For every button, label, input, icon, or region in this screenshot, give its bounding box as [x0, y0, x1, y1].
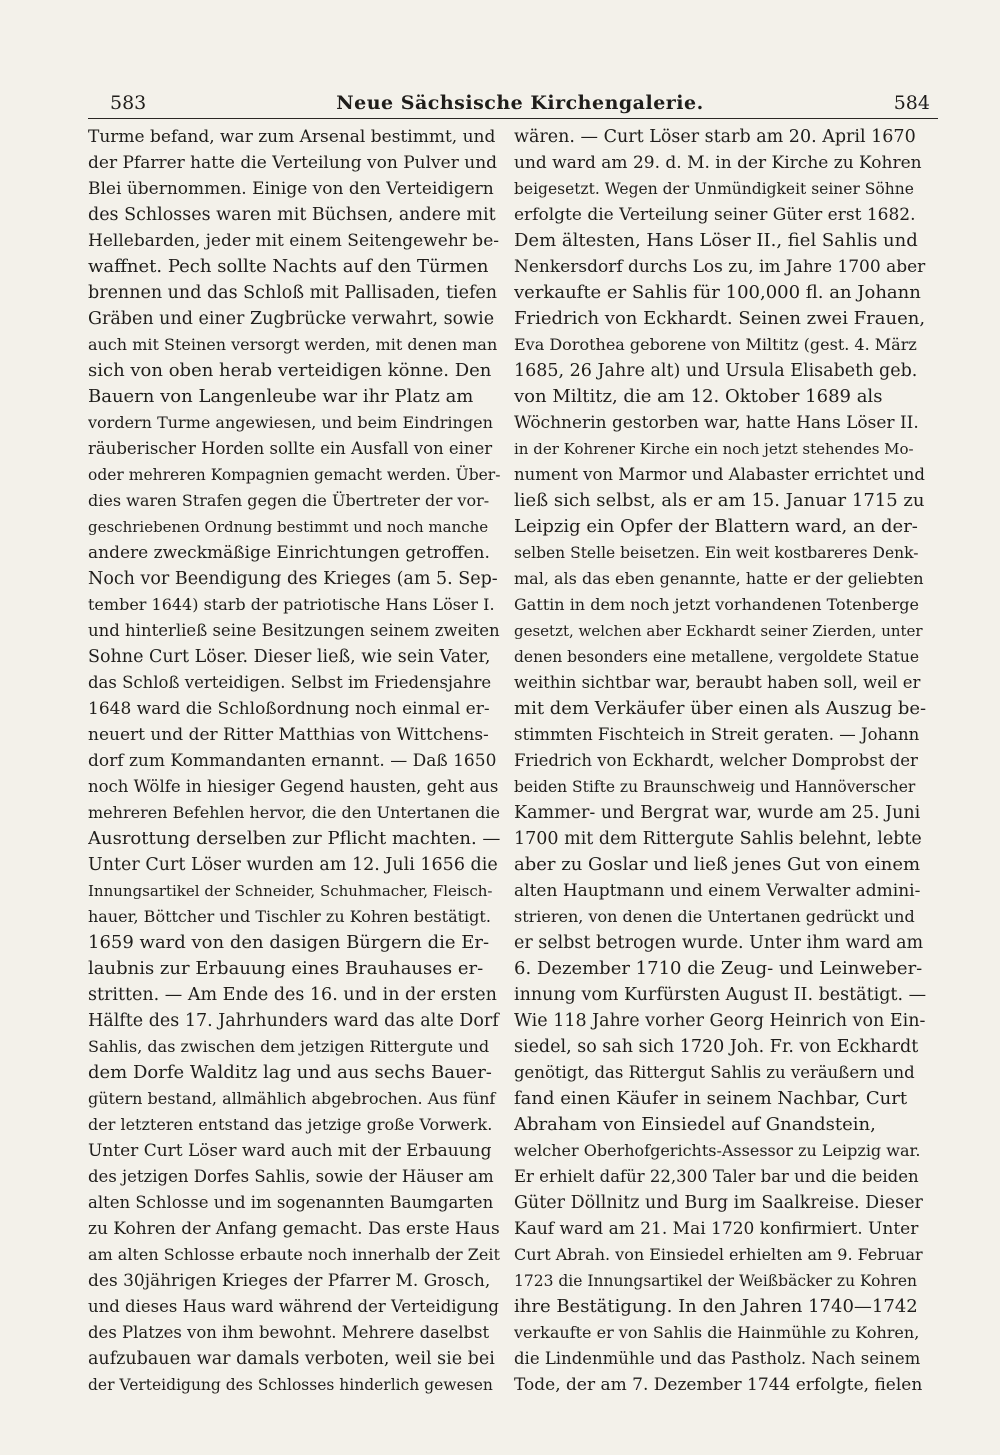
text-line: der letzteren entstand das jetzige große Vorwerk.: [88, 1115, 493, 1134]
text-line: neuert und der Ritter Matthias von Wittchens-: [88, 725, 489, 745]
text-line: zu Kohren der Anfang gemacht. Das erste Haus: [88, 1219, 500, 1239]
text-line: des Schlosses waren mit Büchsen, andere mit: [88, 205, 496, 225]
left-column: [88, 124, 500, 1398]
text-line: genötigt, das Rittergut Sahlis zu veräußern und: [514, 1063, 915, 1082]
text-line: aber zu Goslar und ließ jenes Gut von einem: [514, 854, 921, 875]
text-line: und dieses Haus ward während der Verteidigung: [88, 1297, 499, 1316]
text-line: fand einen Käufer in seinem Nachbar, Curt: [514, 1088, 908, 1109]
text-line: ließ sich selbst, als er am 15. Januar 1715 zu: [514, 490, 925, 511]
text-line: aufzubauen war damals verboten, weil sie bei: [88, 1349, 495, 1369]
text-line: Hälfte des 17. Jahrhunders ward das alte Dorf: [88, 1011, 499, 1031]
text-line: Sohne Curt Löser. Dieser ließ, wie sein Vater,: [88, 647, 491, 667]
text-line: auch mit Steinen versorgt werden, mit denen man: [88, 335, 498, 354]
text-line: Unter Curt Löser wurden am 12. Juli 1656 die: [88, 855, 498, 875]
text-line: Abraham von Einsiedel auf Gnandstein,: [514, 1114, 876, 1135]
text-line: mal, als das eben genannte, hatte er der geliebten: [514, 569, 924, 588]
text-line: Leipzig ein Opfer der Blattern ward, an der-: [514, 516, 918, 537]
text-line: Er erhielt dafür 22,300 Taler bar und die beiden: [514, 1167, 919, 1186]
text-line: Sahlis, das zwischen dem jetzigen Rittergute und: [88, 1037, 490, 1056]
text-line: ihre Bestätigung. In den Jahren 1740—1742: [514, 1296, 918, 1317]
text-line: selben Stelle beisetzen. Ein weit kostbareres Denk-: [514, 544, 919, 562]
text-line: er selbst betrogen wurde. Unter ihm ward am: [514, 933, 924, 953]
text-line: Tode, der am 7. Dezember 1744 erfolgte, fielen: [514, 1375, 923, 1395]
text-line: waffnet. Pech sollte Nachts auf den Türmen: [88, 256, 489, 277]
text-line: das Schloß verteidigen. Selbst im Friedensjahre: [88, 673, 492, 692]
text-line: alten Hauptmann und einem Verwalter admini-: [514, 881, 921, 901]
text-line: tember 1644) starb der patriotische Hans Löser I.: [88, 595, 495, 614]
text-line: nument von Marmor und Alabaster errichtet und: [514, 465, 925, 484]
text-line: hauer, Böttcher und Tischler zu Kohren bestätigt.: [88, 907, 491, 926]
text-line: noch Wölfe in hiesiger Gegend hausten, geht aus: [88, 777, 499, 796]
page-number-right: 584: [893, 92, 930, 114]
text-line: Kammer- und Bergrat war, wurde am 25. Juni: [514, 803, 921, 823]
text-line: oder mehreren Kompagnien gemacht werden. Über-: [88, 466, 500, 484]
text-line: Unter Curt Löser ward auch mit der Erbauung: [88, 1141, 492, 1161]
text-line: 1723 die Innungsartikel der Weißbäcker zu Kohren: [514, 1272, 918, 1290]
text-line: 1700 mit dem Rittergute Sahlis belehnt, lebte: [514, 829, 922, 849]
text-line: am alten Schlosse erbaute noch innerhalb der Zeit: [88, 1245, 500, 1264]
text-line: dies waren Strafen gegen die Übertreter der vor-: [88, 491, 490, 510]
running-title: Neue Sächsische Kirchengalerie.: [336, 92, 704, 114]
text-line: Bauern von Langenleube war ihr Platz am: [88, 386, 474, 407]
text-line: stritten. — Am Ende des 16. und in der ersten: [88, 985, 497, 1005]
text-line: der Pfarrer hatte die Verteilung von Pulver und: [88, 153, 498, 173]
right-column: [514, 124, 926, 1398]
text-line: weithin sichtbar war, beraubt haben soll, weil er: [514, 673, 921, 692]
running-header: [110, 86, 930, 120]
text-line: räuberischer Horden sollte ein Ausfall von einer: [88, 439, 493, 458]
text-line: wären. — Curt Löser starb am 20. April 1670: [514, 127, 916, 147]
text-line: Dem ältesten, Hans Löser II., fiel Sahlis und: [514, 230, 918, 251]
text-line: verkaufte er Sahlis für 100,000 fl. an Johann: [514, 282, 921, 303]
text-line: 1685, 26 Jahre alt) und Ursula Elisabeth geb.: [514, 361, 918, 381]
text-line: Hellebarden, jeder mit einem Seitengewehr be-: [88, 231, 499, 251]
text-line: dem Dorfe Walditz lag und aus sechs Bauer-: [88, 1062, 492, 1083]
text-line: Noch vor Beendigung des Krieges (am 5. Sep-: [88, 569, 498, 589]
text-line: denen besonders eine metallene, vergoldete Statue: [514, 648, 920, 666]
text-line: Friedrich von Eckhardt. Seinen zwei Frauen,: [514, 308, 926, 329]
text-line: beiden Stifte zu Braunschweig und Hannöverscher: [514, 778, 916, 796]
text-line: welcher Oberhofgerichts-Assessor zu Leipzig war.: [514, 1141, 921, 1160]
text-line: gütern bestand, allmählich abgebrochen. Aus fünf: [88, 1089, 496, 1108]
text-line: Gräben und einer Zugbrücke verwahrt, sowie: [88, 309, 495, 329]
text-line: Friedrich von Eckhardt, welcher Domprobst der: [514, 751, 918, 770]
text-line: des 30jährigen Krieges der Pfarrer M. Grosch,: [88, 1271, 491, 1291]
text-line: dorf zum Kommandanten ernannt. — Daß 1650: [88, 751, 497, 771]
text-line: Nenkersdorf durchs Los zu, im Jahre 1700 aber: [514, 257, 926, 277]
text-line: Blei übernommen. Einige von den Verteidigern: [88, 179, 494, 199]
text-line: sich von oben herab verteidigen könne. Den: [88, 360, 492, 381]
text-line: innung vom Kurfürsten August II. bestätigt. —: [514, 985, 926, 1005]
text-line: mit dem Verkäufer über einen als Auszug be-: [514, 698, 926, 719]
header-rule: [88, 118, 938, 119]
text-line: erfolgte die Verteilung seiner Güter erst 1682.: [514, 205, 916, 225]
text-line: mehreren Befehlen hervor, die den Untertanen die: [88, 803, 500, 822]
page-number-left: 583: [110, 92, 147, 114]
text-line: Eva Dorothea geborene von Miltitz (gest. 4. März: [514, 335, 917, 354]
text-line: Güter Döllnitz und Burg im Saalkreise. Dieser: [514, 1193, 923, 1213]
text-line: Ausrottung derselben zur Pflicht machten. —: [88, 828, 500, 849]
text-line: Curt Abrah. von Einsiedel erhielten am 9. Februar: [514, 1245, 923, 1264]
text-line: Turme befand, war zum Arsenal bestimmt, und: [88, 127, 496, 147]
text-line: des jetzigen Dorfes Sahlis, sowie der Häuser am: [88, 1167, 494, 1186]
text-line: verkaufte er von Sahlis die Hainmühle zu Kohren,: [514, 1323, 920, 1342]
text-line: von Miltitz, die am 12. Oktober 1689 als: [514, 386, 883, 407]
text-line: gesetzt, welchen aber Eckhardt seiner Zierden, unter: [514, 622, 923, 640]
text-line: laubnis zur Erbauung eines Brauhauses er-: [88, 958, 484, 979]
text-line: brennen und das Schloß mit Pallisaden, tiefen: [88, 283, 498, 303]
text-line: Wöchnerin gestorben war, hatte Hans Löser II.: [514, 413, 919, 433]
text-line: und hinterließ seine Besitzungen seinem zweiten: [88, 621, 500, 640]
text-line: in der Kohrener Kirche ein noch jetzt stehendes Mo-: [514, 440, 914, 458]
text-line: Kauf ward am 21. Mai 1720 konfirmiert. Unter: [514, 1219, 919, 1239]
text-line: stimmten Fischteich in Streit geraten. — Johann: [514, 725, 920, 744]
text-line: der Verteidigung des Schlosses hinderlich gewesen: [88, 1376, 493, 1394]
text-line: die Lindenmühle und das Pastholz. Nach seinem: [514, 1349, 921, 1368]
text-line: 6. Dezember 1710 die Zeug- und Leinweber-: [514, 958, 923, 979]
text-line: geschriebenen Ordnung bestimmt und noch manche: [88, 518, 489, 536]
text-line: beigesetzt. Wegen der Unmündigkeit seiner Söhne: [514, 180, 914, 198]
text-line: des Platzes von ihm bewohnt. Mehrere daselbst: [88, 1323, 490, 1342]
text-line: 1648 ward die Schloßordnung noch einmal er-: [88, 699, 490, 719]
text-line: siedel, so sah sich 1720 Joh. Fr. von Eckhardt: [514, 1037, 919, 1057]
text-line: Innungsartikel der Schneider, Schuhmacher, Fleisch-: [88, 882, 493, 900]
text-line: andere zweckmäßige Einrichtungen getroffen.: [88, 543, 490, 563]
text-line: alten Schlosse und im sogenannten Baumgarten: [88, 1193, 494, 1212]
text-line: strieren, von denen die Untertanen gedrückt und: [514, 907, 915, 926]
text-line: Wie 118 Jahre vorher Georg Heinrich von Ein-: [514, 1011, 926, 1031]
text-line: und ward am 29. d. M. in der Kirche zu Kohren: [514, 153, 922, 173]
text-line: Gattin in dem noch jetzt vorhandenen Totenberge: [514, 595, 919, 614]
text-line: 1659 ward von den dasigen Bürgern die Er-: [88, 932, 490, 953]
text-line: vordern Turme angewiesen, und beim Eindringen: [88, 413, 493, 432]
